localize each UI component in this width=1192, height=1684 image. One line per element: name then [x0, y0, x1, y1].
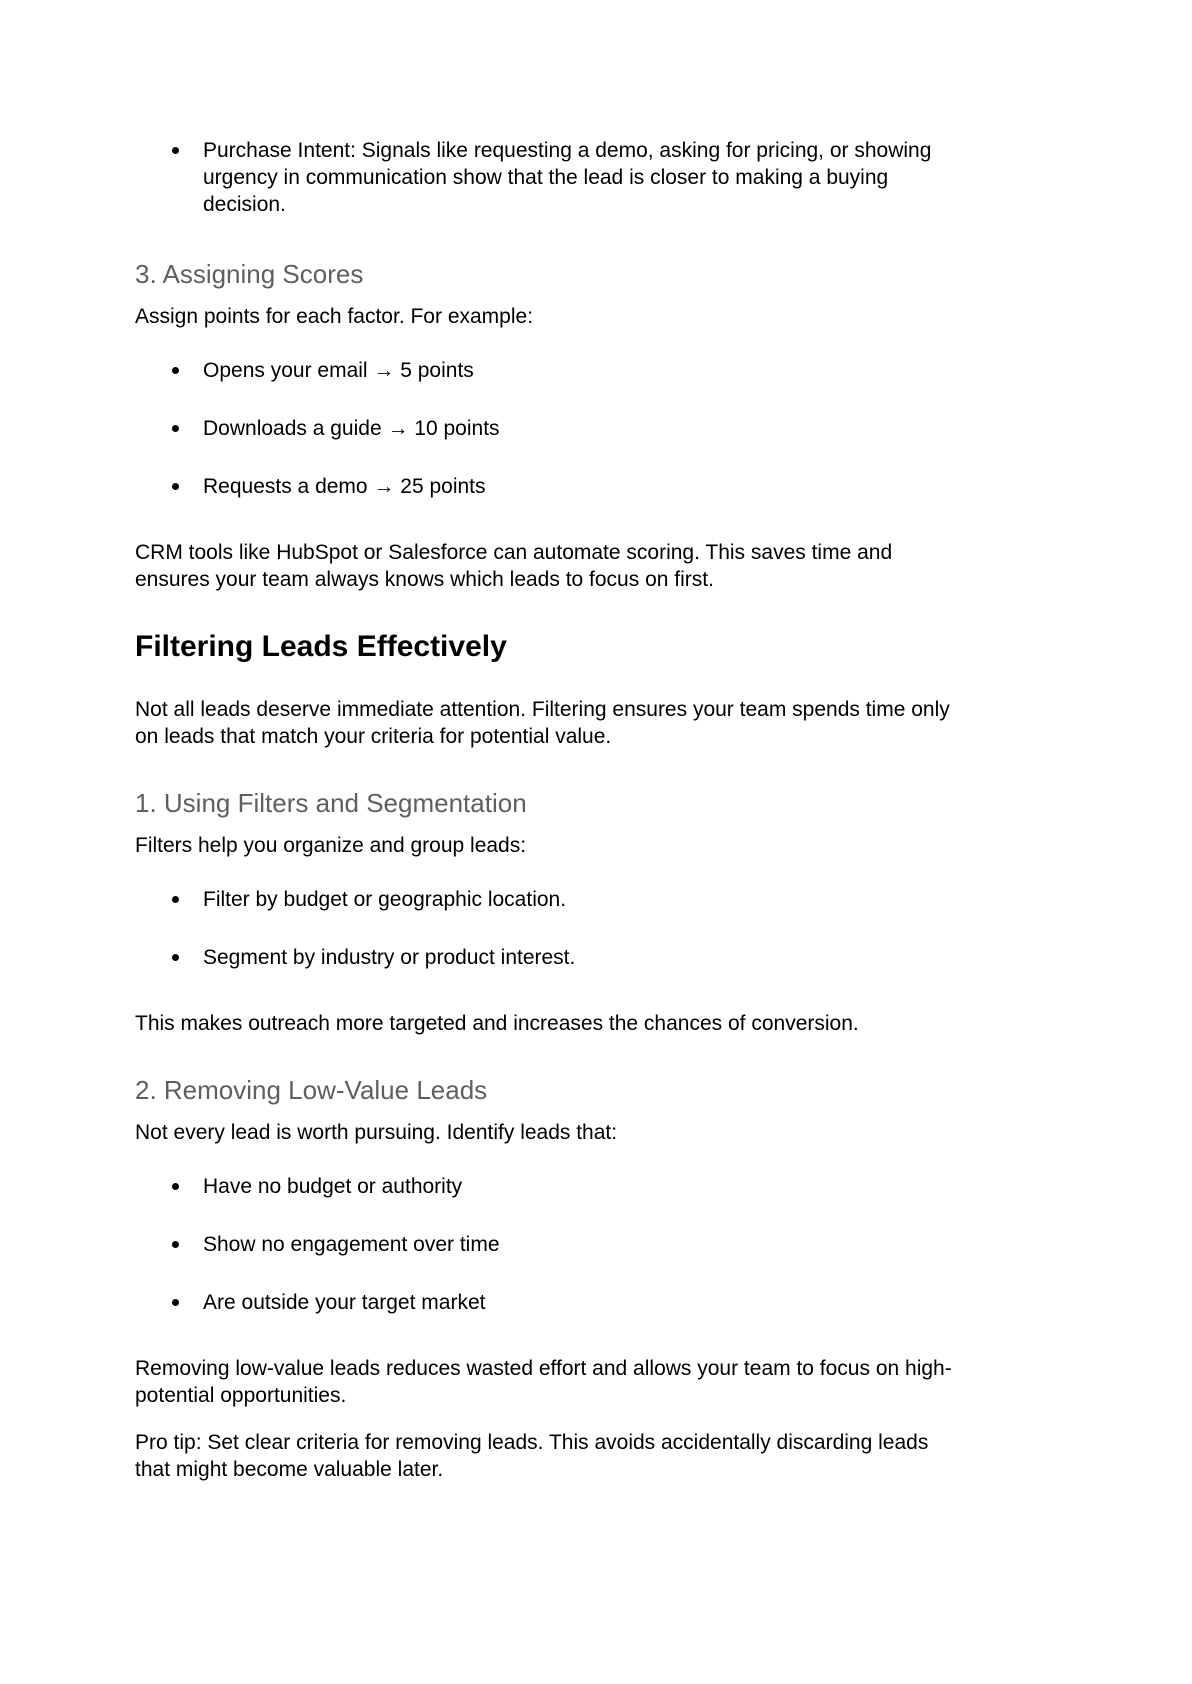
bullet-item: Have no budget or authority — [203, 1173, 965, 1200]
bullet-item: Segment by industry or product interest. — [203, 944, 965, 971]
bullet-list — [135, 137, 965, 218]
bullet-list — [135, 1173, 965, 1316]
paragraph: Assign points for each factor. For example: — [135, 305, 534, 328]
paragraph: Removing low-value leads reduces wasted effort and allows your team to focus on high-potential opportunities. — [135, 1357, 952, 1407]
bullet-item: Opens your email → 5 points — [203, 357, 965, 384]
paragraph: Not all leads deserve immediate attention. Filtering ensures your team spends time only on leads that match your criteria for potential value. — [135, 698, 950, 748]
paragraph: Filters help you organize and group leads: — [135, 834, 527, 857]
bullet-item: Purchase Intent: Signals like requesting a demo, asking for pricing, or showing urgency in communication show that the lead is closer to making a buying decision. — [203, 137, 965, 218]
bullet-item: Downloads a guide → 10 points — [203, 415, 965, 442]
bullet-item: Show no engagement over time — [203, 1231, 965, 1258]
bullet-list — [135, 886, 965, 971]
paragraph: Not every lead is worth pursuing. Identify leads that: — [135, 1121, 618, 1144]
bullet-item: Filter by budget or geographic location. — [203, 886, 965, 913]
heading-2: 3. Assigning Scores — [135, 259, 364, 289]
heading-2: 1. Using Filters and Segmentation — [135, 788, 527, 818]
heading-2: 2. Removing Low-Value Leads — [135, 1075, 488, 1105]
bullet-item: Are outside your target market — [203, 1289, 965, 1316]
bullet-list — [135, 357, 965, 500]
bullet-item: Requests a demo → 25 points — [203, 473, 965, 500]
paragraph: This makes outreach more targeted and increases the chances of conversion. — [135, 1012, 859, 1035]
paragraph: CRM tools like HubSpot or Salesforce can automate scoring. This saves time and ensures your team always knows which leads to focus on first. — [135, 541, 893, 591]
document-content — [135, 137, 965, 1483]
paragraph: Pro tip: Set clear criteria for removing leads. This avoids accidentally discarding leads that might become valuable later. — [135, 1431, 929, 1481]
heading-1: Filtering Leads Effectively — [135, 630, 507, 663]
